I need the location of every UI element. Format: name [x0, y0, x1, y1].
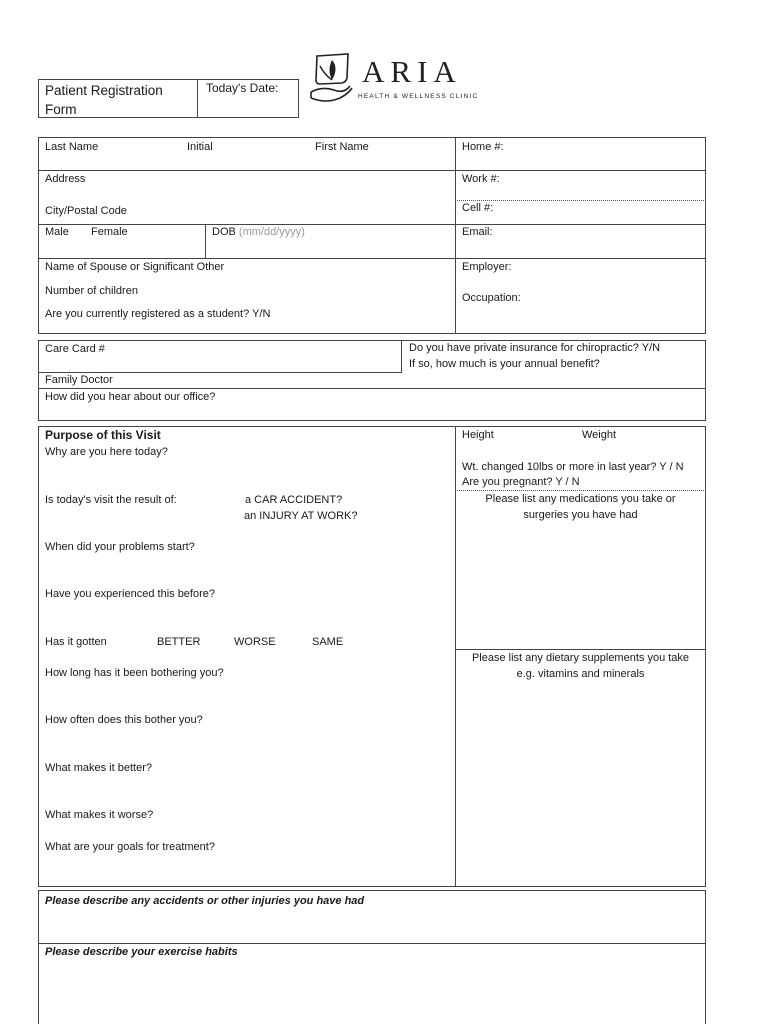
family-doctor-label: Family Doctor [45, 374, 113, 386]
row-line-1 [38, 170, 706, 171]
exercise-prompt: Please describe your exercise habits [45, 946, 238, 958]
todays-date-field[interactable] [200, 96, 296, 116]
height-label: Height [462, 429, 494, 441]
goals-question: What are your goals for treatment? [45, 841, 215, 853]
annual-benefit-question: If so, how much is your annual benefit? [409, 358, 600, 370]
medications-prompt: Please list any medications you take or [485, 493, 676, 505]
purpose-heading: Purpose of this Visit [45, 428, 161, 442]
private-insurance-question: Do you have private insurance for chiropractic? Y/N [409, 342, 661, 354]
work-phone-label: Work #: [462, 173, 500, 185]
employer-label: Employer: [462, 261, 512, 273]
spouse-label: Name of Spouse or Significant Other [45, 261, 225, 273]
row-line-work [455, 200, 706, 201]
height-weight-line [455, 490, 706, 491]
personal-divider [455, 137, 456, 334]
student-question: Are you currently registered as a student? Y/N [45, 308, 271, 320]
supplements-prompt: Please list any dietary supplements you take [471, 652, 690, 664]
pregnant-question: Are you pregnant? Y / N [462, 476, 580, 488]
last-name-label: Last Name [45, 141, 99, 153]
gender-divider [205, 224, 206, 258]
first-name-label: First Name [315, 141, 369, 153]
children-label: Number of children [45, 285, 138, 297]
female-option[interactable]: Female [91, 226, 128, 238]
title-divider [197, 79, 198, 118]
leaf-in-hand-icon [308, 52, 354, 110]
personal-info-box [38, 137, 706, 334]
email-label: Email: [462, 226, 493, 238]
male-option[interactable]: Male [45, 226, 69, 238]
accidents-line [38, 943, 706, 944]
worse-option[interactable]: WORSE [234, 636, 276, 648]
care-card-line [38, 372, 402, 373]
surgeries-prompt: surgeries you have had [523, 509, 638, 521]
insurance-divider [401, 340, 402, 373]
city-postal-label: City/Postal Code [45, 205, 127, 217]
makes-better-question: What makes it better? [45, 762, 152, 774]
medications-line [455, 649, 706, 650]
dob-format-hint: (mm/dd/yyyy) [238, 226, 305, 238]
form-title: Patient Registration Form [45, 83, 163, 117]
weight-label: Weight [582, 429, 617, 441]
care-card-label: Care Card # [45, 343, 105, 355]
logo-tagline: HEALTH & WELLNESS CLINIC [358, 93, 479, 100]
occupation-label: Occupation: [462, 292, 521, 304]
better-option[interactable]: BETTER [157, 636, 201, 648]
makes-worse-question: What makes it worse? [45, 809, 154, 821]
dob-label [212, 226, 305, 239]
experienced-before-question: Have you experienced this before? [45, 588, 215, 600]
hear-about-question: How did you hear about our office? [45, 391, 216, 403]
accidents-prompt: Please describe any accidents or other injuries you have had [45, 895, 365, 907]
supplements-example: e.g. vitamins and minerals [516, 668, 645, 680]
right-edge-tail [705, 943, 706, 973]
how-often-question: How often does this bother you? [45, 714, 203, 726]
family-doctor-line [38, 388, 706, 389]
weight-changed-question: Wt. changed 10lbs or more in last year? Y / N [462, 461, 684, 473]
home-phone-label: Home #: [462, 141, 504, 153]
work-injury-option[interactable]: an INJURY AT WORK? [244, 510, 358, 522]
why-here-question: Why are you here today? [45, 446, 168, 458]
dob-label-text: DOB [212, 226, 236, 238]
row-line-3 [38, 258, 706, 259]
address-label: Address [45, 173, 86, 185]
same-option[interactable]: SAME [312, 636, 344, 648]
todays-date-label: Today's Date: [206, 81, 279, 95]
visit-result-question: Is today's visit the result of: [45, 494, 177, 506]
row-line-2 [38, 224, 706, 225]
initial-label: Initial [187, 141, 213, 153]
how-long-question: How long has it been bothering you? [45, 667, 224, 679]
car-accident-option[interactable]: a CAR ACCIDENT? [245, 494, 343, 506]
problem-start-question: When did your problems start? [45, 541, 195, 553]
cell-phone-label: Cell #: [462, 202, 494, 214]
clinic-logo [308, 52, 479, 112]
has-it-gotten-question: Has it gotten [45, 636, 107, 648]
logo-wordmark: ARIA [362, 54, 462, 89]
